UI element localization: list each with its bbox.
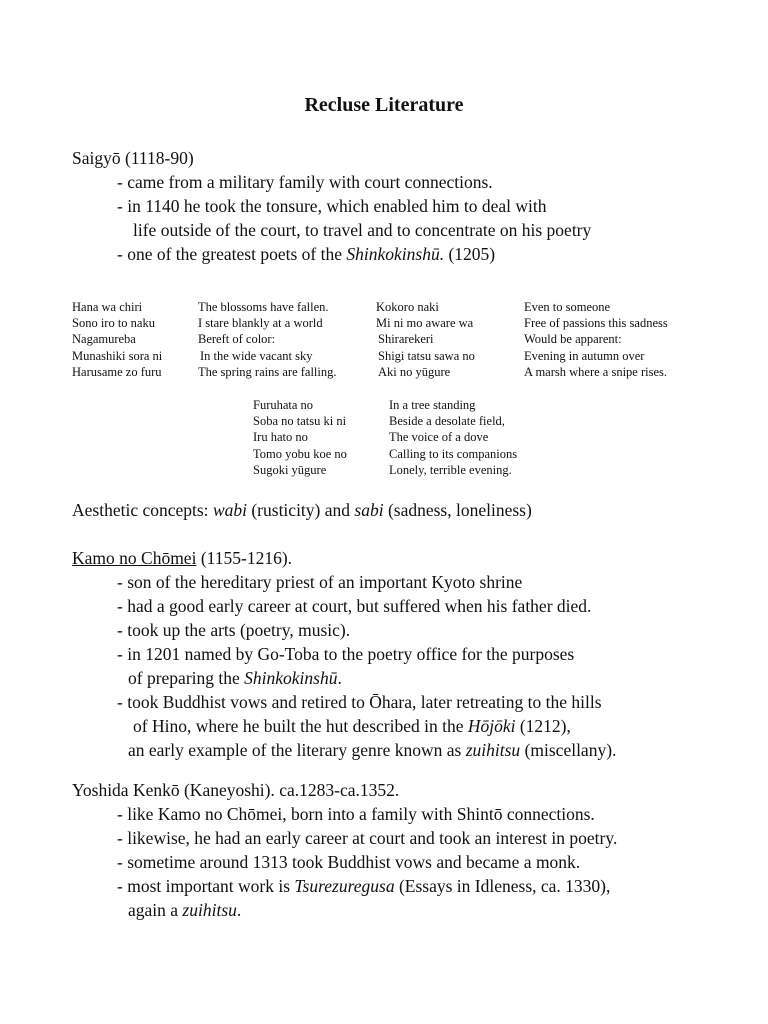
poem-line: The blossoms have fallen. [198,300,329,314]
sabi-term: sabi [354,500,384,520]
poem-line: Lonely, terrible evening. [389,462,512,477]
poem-line: Munashiki sora ni [72,348,163,363]
poem-line: Calling to its companions [389,446,518,461]
poem-line: In a tree standing [389,398,476,412]
chomei-b5c-end: (1212), [515,716,571,736]
aesthetic-post: (sadness, loneliness) [383,500,532,520]
chomei-bullet-5: - took Buddhist vows and retired to Ōhara, later retreating to the hills [117,692,602,712]
poem-line: Evening in autumn over [524,348,645,363]
chomei-bullet-5-cont-2 [128,738,616,762]
poem-1-english [198,299,337,380]
chomei-b5d-text: an early example of the literary genre known as [128,740,466,760]
poem-line: Shigi tatsu sawa no [378,348,475,363]
kenko-b4c-term: zuihitsu [182,900,237,920]
poem-line: Beside a desolate field, [389,414,505,429]
chomei-dates: (1155-1216). [196,548,293,568]
wabi-term: wabi [212,500,247,520]
chomei-b4c-title: Shinkokinshū [244,668,338,688]
poem-line: Harusame zo furu [72,364,162,379]
kenko-bullet-4 [117,874,610,898]
kenko-bullet-4-cont [128,898,241,922]
poem-line: Hana wa chiri [72,300,143,314]
chomei-bullet-5-cont [133,714,571,738]
saigyo-bullet-3 [117,242,495,266]
poem-3-romaji [253,397,347,478]
poem-3-english [389,397,517,478]
kenko-bullet-3: - sometime around 1313 took Buddhist vows and became a monk. [117,852,581,872]
kenko-b4-title: Tsurezuregusa [294,876,395,896]
poem-line: Kokoro naki [376,300,439,314]
kenko-bullet-2: - likewise, he had an early career at court and took an interest in poetry. [117,828,618,848]
poem-line: Iru hato no [253,430,308,445]
poem-line: Bereft of color: [198,332,276,347]
poem-line: Even to someone [524,300,611,314]
poem-2-english [524,299,668,380]
poem-line: Sono iro to naku [72,316,155,331]
chomei-bullet-4: - in 1201 named by Go-Toba to the poetry office for the purposes [117,644,575,664]
aesthetic-mid: (rusticity) and [246,500,355,520]
chomei-bullet-3: - took up the arts (poetry, music). [117,620,351,640]
chomei-b5d-end: (miscellany). [520,740,617,760]
kenko-b4-text: - most important work is [117,876,295,896]
poem-line: The voice of a dove [389,430,489,445]
poem-line: Mi ni mo aware wa [376,316,474,331]
poem-1-romaji [72,299,162,380]
poem-line: Sugoki yūgure [253,462,327,477]
poem-line: Soba no tatsu ki ni [253,414,347,429]
chomei-name: Kamo no Chōmei [72,548,197,568]
kenko-heading: Yoshida Kenkō (Kaneyoshi). ca.1283-ca.1352. [72,780,400,800]
chomei-b5c-title: Hōjōki [467,716,516,736]
saigyo-bullet-3-text: - one of the greatest poets of the [117,244,347,264]
saigyo-bullet-2: - in 1140 he took the tonsure, which enabled him to deal with [117,196,547,216]
poem-line: A marsh where a snipe rises. [524,364,668,379]
chomei-bullet-4-cont [128,666,342,690]
poem-line: In the wide vacant sky [200,348,313,363]
kenko-b4c-text: again a [128,900,183,920]
poem-line: Would be apparent: [524,332,622,347]
aesthetic-label: Aesthetic concepts: [72,500,213,520]
poem-line: Aki no yūgure [378,364,451,379]
poem-line: Free of passions this sadness [524,316,668,331]
saigyo-heading: Saigyō (1118-90) [72,148,194,168]
chomei-b4c-text: of preparing the [128,668,245,688]
saigyo-bullet-2-cont: life outside of the court, to travel and to concentrate on his poetry [133,220,592,240]
poem-line: I stare blankly at a world [198,316,323,331]
aesthetic-concepts [72,498,532,522]
chomei-b5d-term: zuihitsu [465,740,521,760]
kenko-bullet-1: - like Kamo no Chōmei, born into a family with Shintō connections. [117,804,595,824]
poem-line: Nagamureba [72,332,136,347]
poem-line: The spring rains are falling. [198,364,337,379]
saigyo-bullet-3-title: Shinkokinshū. [346,244,445,264]
poem-line: Furuhata no [253,398,314,412]
kenko-b4c-end: . [236,900,242,920]
chomei-b5c-text: of Hino, where he built the hut described in the [133,716,468,736]
chomei-b4c-end: . [337,668,342,688]
poem-line: Tomo yobu koe no [253,446,347,461]
poem-2-romaji [376,299,475,380]
poem-line: Shirarekeri [378,332,434,347]
saigyo-bullet-1: - came from a military family with court connections. [117,172,493,192]
page-title: Recluse Literature [304,94,464,116]
chomei-heading [72,546,292,570]
saigyo-bullet-3-date: (1205) [444,244,496,264]
chomei-bullet-2: - had a good early career at court, but suffered when his father died. [117,596,592,616]
chomei-bullet-1: - son of the hereditary priest of an important Kyoto shrine [117,572,523,592]
kenko-b4-end: (Essays in Idleness, ca. 1330), [394,876,611,896]
